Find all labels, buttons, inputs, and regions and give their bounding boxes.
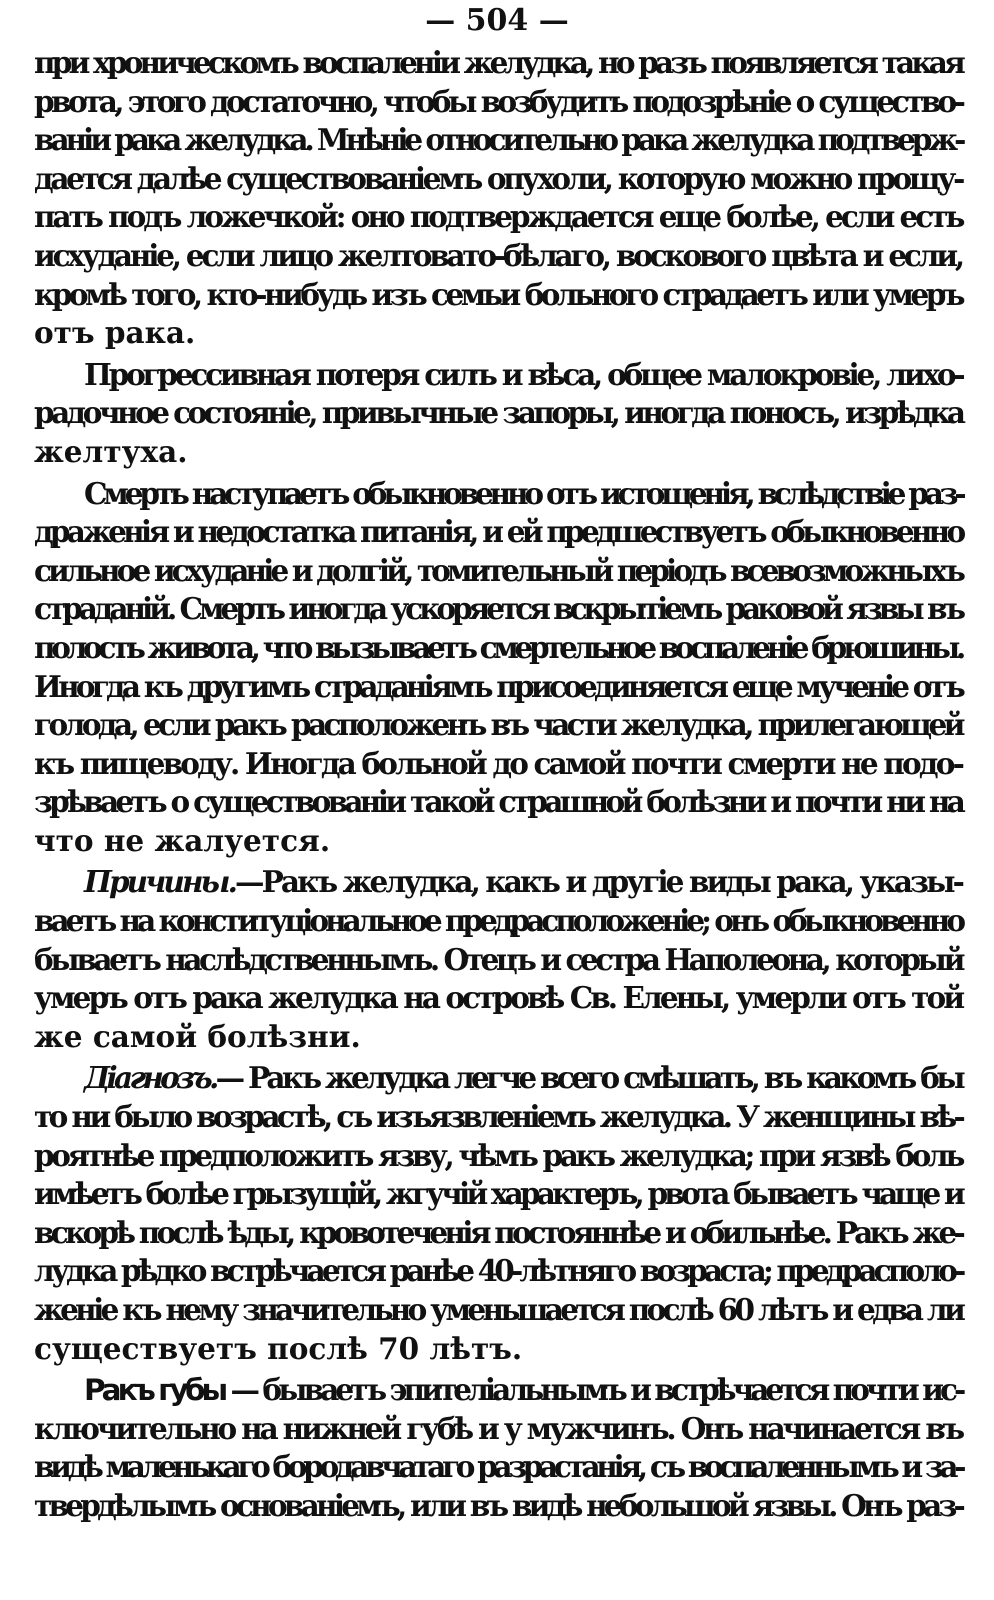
text-line: исхуданіе, если лицо желтовато-бѣлаго, воскового цвѣта и если, (34, 237, 962, 273)
text-line (34, 1059, 962, 1098)
paragraph (34, 44, 962, 353)
paragraph (34, 863, 962, 1056)
text-line: имѣетъ болѣе грызущій, жгучій характеръ, рвота бываетъ чаще и (34, 1176, 962, 1212)
text-line: драженія и недостатка питанія, и ей предшествуетъ обыкновенно (34, 514, 963, 550)
paragraph (34, 1371, 962, 1525)
text-line: кромѣ того, кто-нибудь изъ семьи больного страдаетъ или умеръ (34, 276, 962, 312)
text-run: —Ракъ желудка, какъ и другіе виды рака, указы- (235, 864, 962, 900)
text-line: къ пищеводу. Иногда больной до самой почти смерти не подо- (34, 745, 962, 781)
text-line: ваніи рака желудка. Мнѣніе относительно рака желудка подтверж- (34, 122, 963, 158)
text-line: отъ рака. (34, 315, 196, 351)
text-line: Иногда къ другимъ страданіямъ присоединяется еще мученіе отъ (34, 668, 962, 704)
text-line (34, 1371, 962, 1410)
page-number: — 504 — (425, 3, 569, 38)
text-line: твердѣлымъ основаніемъ, или въ видѣ небольшой язвы. Онъ раз- (34, 1487, 962, 1523)
text-line: дается далѣе существованіемъ опухоли, которую можно прощу- (34, 160, 963, 196)
text-run: — бываетъ эпителіальнымъ и встрѣчается почти ис- (224, 1372, 963, 1408)
text-line: же самой болѣзни. (34, 1018, 361, 1054)
section-heading: Причины. (84, 864, 236, 900)
text-line: радочное состояніе, привычные запоры, иногда поносъ, изрѣдка (34, 395, 963, 431)
text-line: видѣ маленькаго бородавчатаго разрастанія, съ воспаленнымъ и за- (34, 1449, 963, 1485)
text-line (34, 863, 962, 902)
text-line: умеръ отъ рака желудка на островѣ Св. Елены, умерли отъ той (34, 980, 963, 1016)
text-run: — Ракъ желудка легче всего смѣшать, въ какомъ бы (215, 1060, 962, 1096)
text-line: зрѣваетъ о существованіи такой страшной болѣзни и почти ни на (34, 784, 963, 820)
text-line: женіе къ нему значительно уменьшается послѣ 60 лѣтъ и едва ли (34, 1292, 963, 1327)
text-line: рвота, этого достаточно, чтобы возбудить подозрѣніе о существо- (34, 83, 963, 119)
paragraph (34, 1059, 962, 1368)
text-line: при хроническомъ воспаленіи желудка, но разъ появляется такая (34, 45, 962, 80)
text-line: желтуха. (34, 433, 188, 469)
text-line: ключительно на нижней губѣ и у мужчинъ. Онъ начинается въ (34, 1410, 962, 1446)
text-line: пать подъ ложечкой: оно подтверждается еще болѣе, если есть (34, 199, 963, 235)
text-line: Прогрессивная потеря силъ и вѣса, общее малокровіе, лихо- (84, 356, 963, 392)
section-heading: Ракъ губы (84, 1373, 225, 1408)
paragraph (34, 475, 962, 861)
text-line: сильное исхуданіе и долгій, томительный періодъ всевозможныхъ (34, 552, 962, 588)
text-line: лудка рѣдко встрѣчается ранѣе 40-лѣтняго возраста; предрасполо- (34, 1253, 963, 1289)
text-line: бываетъ наслѣдственнымъ. Отецъ и сестра Наполеона, который (34, 941, 963, 977)
section-heading: Діагнозъ. (84, 1060, 216, 1096)
paragraph (34, 356, 962, 472)
text-line: Смерть наступаетъ обыкновенно отъ истощенія, вслѣдствіе раз- (84, 475, 963, 511)
text-line: голода, если ракъ расположенъ въ части желудка, прилегающей (34, 707, 962, 743)
text-body (34, 44, 962, 1529)
text-line: существуетъ послѣ 70 лѣтъ. (34, 1330, 523, 1366)
text-line: то ни было возрастѣ, съ изъязвленіемъ желудка. У женщины вѣ- (34, 1099, 963, 1135)
text-line: что не жалуется. (34, 822, 331, 858)
text-line: ваетъ на конституціональное предрасположеніе; онъ обыкновенно (34, 903, 963, 939)
text-line: полость живота, что вызываетъ смертельное воспаленіе брюшины. (34, 629, 962, 665)
text-line: вскорѣ послѣ ѣды, кровотеченія постояннѣе и обильнѣе. Ракъ же- (34, 1214, 962, 1250)
text-line: роятнѣе предположить язву, чѣмъ ракъ желудка; при язвѣ боль (34, 1137, 962, 1173)
text-line: страданій. Смерть иногда ускоряется вскрытіемъ раковой язвы въ (34, 591, 962, 627)
